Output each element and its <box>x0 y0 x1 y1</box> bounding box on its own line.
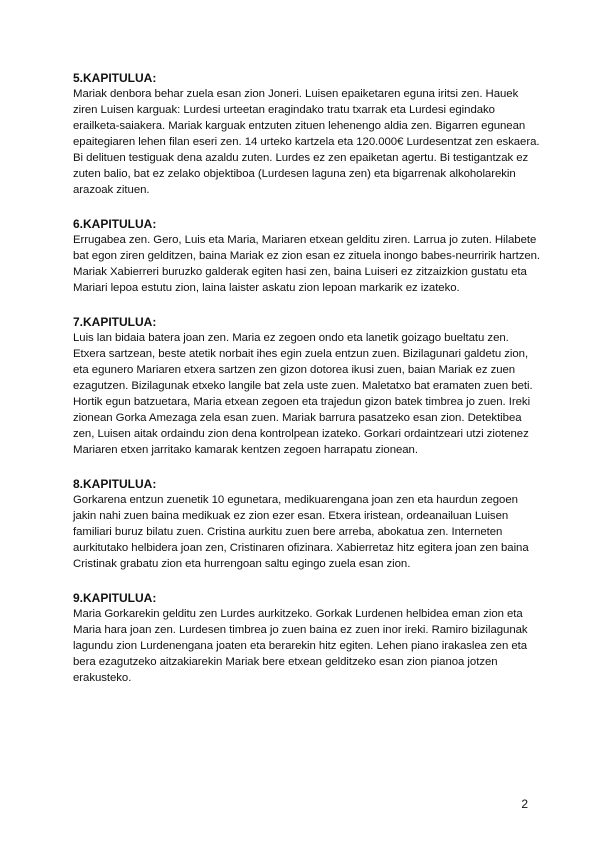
chapter-body: Errugabea zen. Gero, Luis eta Maria, Mariaren etxean gelditu ziren. Larrua jo zuten. Hilabete bat egon ziren gelditzen, baina Mariak ez zion esan ez zituela inongo babes-neurririk hartzen. Mariak Xabierreri buruzko galderak egiten hasi zen, baina Luiseri ez zitzaizkion gustatu eta Mariari lepoa estutu zion, laina laister askatu zion lepoan markarik ez izateko. <box>73 234 541 294</box>
chapter-body: Maria Gorkarekin gelditu zen Lurdes aurkitzeko. Gorkak Lurdenen helbidea eman zion eta Maria hara joan zen. Lurdesen timbrea jo zuen baina ez zuen inor ireki. Ramiro bizilagunak lagundu zion Lurdenengana joaten eta berarekin hitz egiten. Lehen piano irakaslea zen eta bera ezagutzeko aitzakiarekin Mariak bere etxean gelditzeko esan zion pianoa jotzen erakusteko. <box>73 608 528 684</box>
chapter-title: 8.KAPITULUA: <box>73 477 157 491</box>
chapter-title: 6.KAPITULUA: <box>73 217 157 231</box>
chapter-title: 7.KAPITULUA: <box>73 315 157 329</box>
chapter-body: Luis lan bidaia batera joan zen. Maria ez zegoen ondo eta lanetik goizago bueltatu zen. Etxera sartzean, beste atetik norbait ihes egin zuela entzun zuen. Bizilagunari galdetu zion, eta egunero Mariaren etxera sartzen zen gizon dotorea ikusi zuen, baian Mariak ez zuen ezagutzen. Bizilagunak etxeko langile bat zela uste zuen. Maletatxo bat eramaten zuen beti. Hortik egun batzuetara, Maria etxean zegoen eta trajedun gizon batek timbrea jo zuen. Ireki zionean Gorka Amezaga zela esan zuen. Mariak barrura pasatzeko esan zion. Detektibea zen, Luisen aitak ordaindu zion dena kontrolpean izateko. Gorkari ordaintzeari utzi ziotenez Mariaren etxen jarritako kamarak kentzen zegoen harrapatu zionean. <box>73 332 533 456</box>
chapter-body: Mariak denbora behar zuela esan zion Joneri. Luisen epaiketaren eguna iritsi zen. Hauek ziren Luisen karguak: Lurdesi urteetan eragindako tratu txarrak eta Lurdesi egindako erailketa-saiakera. Mariak karguak entzuten zituen lehenengo aldia zen. Bigarren egunean epaitegiaren lehen filan eseri zen. 14 urteko kartzela eta 120.000€ Lurdesentzat zen eskaera. Bi delituen testiguak dena azaldu zuten. Lurdes ez zen epaiketan agertu. Bi testigantzak ez zuten balio, bat ez zelako objektiboa (Lurdesen laguna zen) eta bigarrenak alkoholarekin arazoak zituen. <box>73 88 540 196</box>
page-number: 2 <box>521 797 528 811</box>
chapter-8 <box>73 476 543 572</box>
chapter-title: 5.KAPITULUA: <box>73 71 157 85</box>
chapter-5 <box>73 70 543 198</box>
chapter-7 <box>73 314 543 458</box>
chapter-title: 9.KAPITULUA: <box>73 591 157 605</box>
document-page <box>73 70 543 704</box>
chapter-body: Gorkarena entzun zuenetik 10 egunetara, medikuarengana joan zen eta haurdun zegoen jakin nahi zuen baina medikuak ez zion ezer esan. Etxera iristean, ordeanailuan Luisen familiari buruz bilatu zuen. Cristina aurkitu zuen bere arreba, abokatua zen. Interneten aurkitutako helbidera joan zen, Cristinaren ofizinara. Xabierretaz hitz egitera joan zen baina Cristinak grabatu zion eta hurrengoan saltu egingo zuela esan zion. <box>73 494 529 570</box>
chapter-9 <box>73 590 543 686</box>
chapter-6 <box>73 216 543 296</box>
